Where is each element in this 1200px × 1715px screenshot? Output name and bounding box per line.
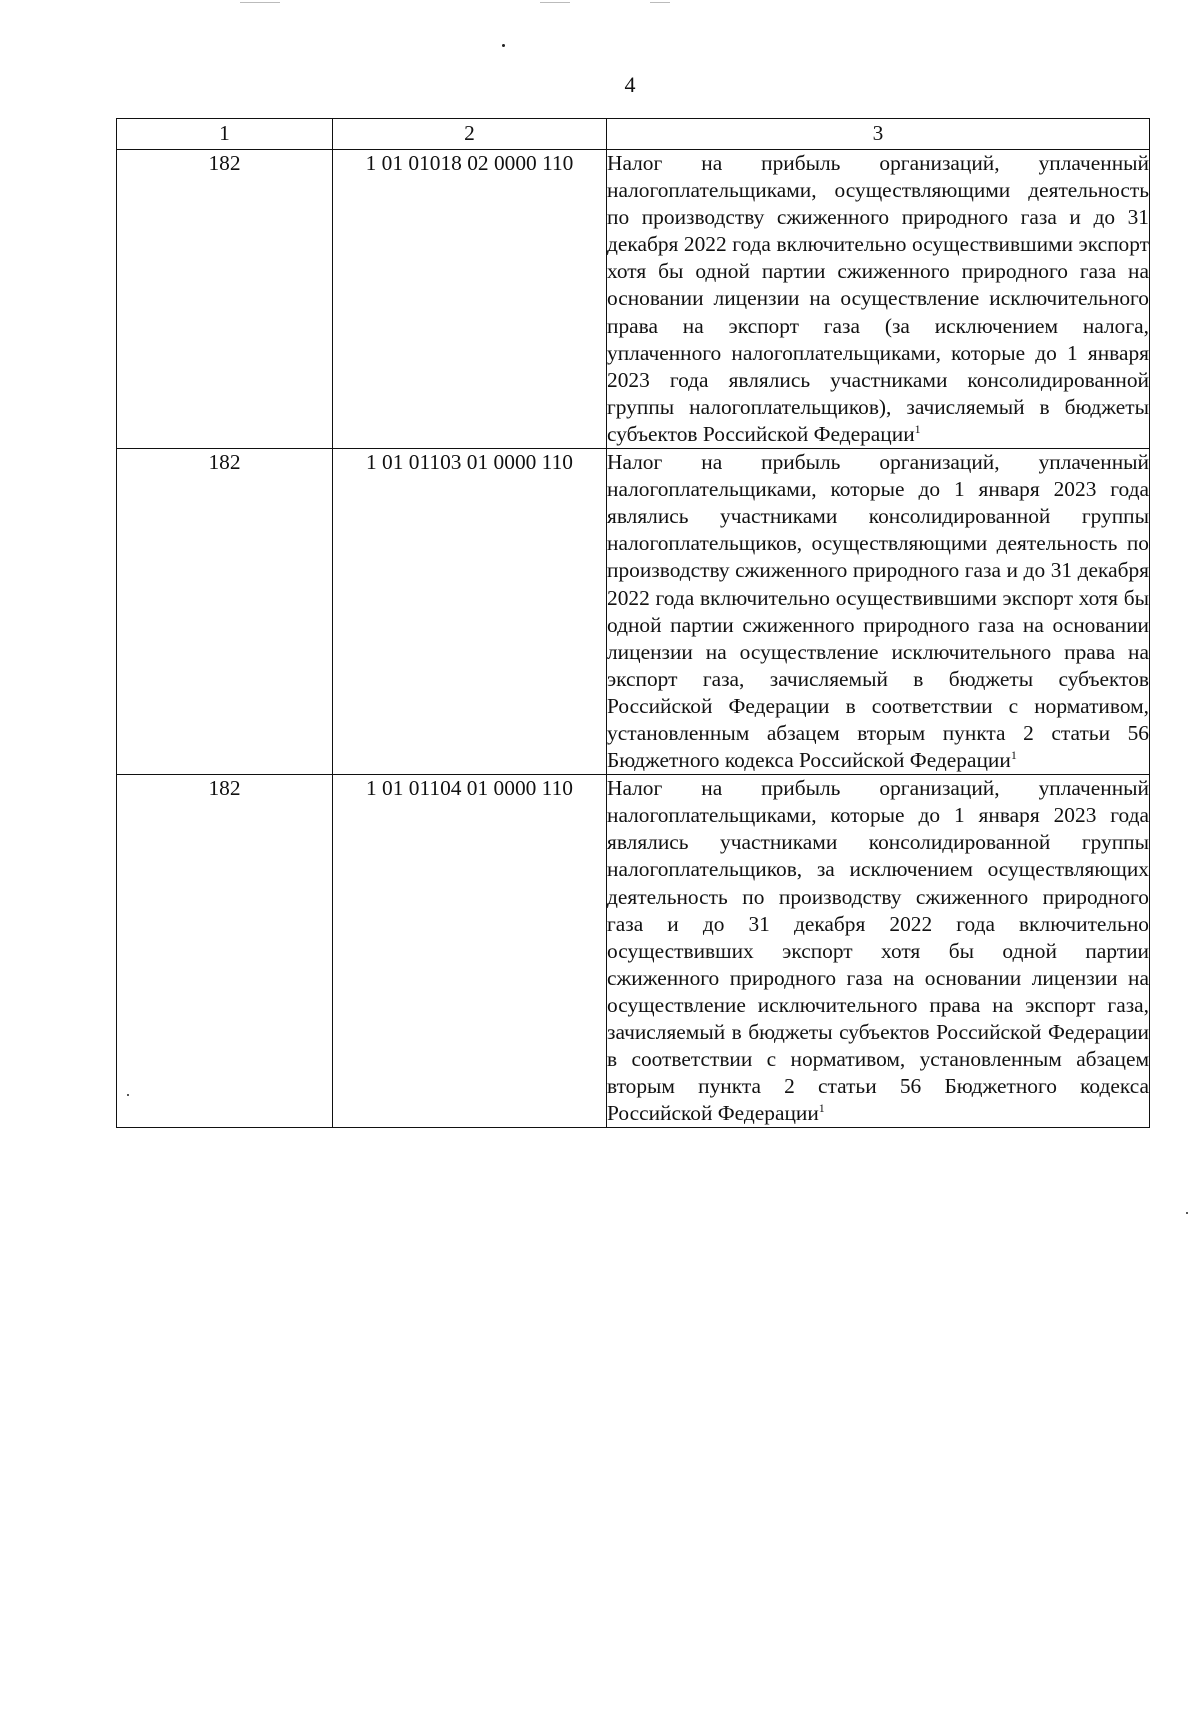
table-row xyxy=(117,449,1150,775)
page-number: 4 xyxy=(624,72,636,97)
budget-code-cell: 1 01 01018 02 0000 110 xyxy=(333,150,607,449)
income-name-cell xyxy=(607,150,1150,449)
administrator-code-cell: 182 xyxy=(117,449,333,775)
budget-classification-table xyxy=(116,118,1150,1128)
scan-artifact-line xyxy=(240,2,280,3)
scan-artifact-line xyxy=(650,2,670,3)
column-header-1: 1 xyxy=(117,119,333,150)
footnote-marker: 1 xyxy=(914,421,921,436)
scan-artifact-dot xyxy=(502,44,505,47)
income-name-text: Налог на прибыль организаций, уплаченный налогоплательщиками, которые до 1 января 2023 года являлись участниками консолидированной группы налогоплательщиков, за исключением осуществляющих деятельность по производству сжиженного природного газа и до 31 декабря 2022 года включительно осуществивших экспорт хотя бы одной партии сжиженного природного газа на основании лицензии на осуществление исключительного права на экспорт газа, зачисляемый в бюджеты субъектов Российской Федерации в соответствии с нормативом, установленным абзацем вторым пункта 2 статьи 56 Бюджетного кодекса Российской Федерации xyxy=(607,776,1149,1126)
scan-artifact-dot xyxy=(1186,1212,1188,1214)
footnote-marker: 1 xyxy=(818,1101,825,1116)
table-header-row xyxy=(117,119,1150,150)
budget-code-cell: 1 01 01103 01 0000 110 xyxy=(333,449,607,775)
column-header-2: 2 xyxy=(333,119,607,150)
administrator-code-cell: 182 xyxy=(117,775,333,1128)
income-name-cell xyxy=(607,449,1150,775)
footnote-marker: 1 xyxy=(1010,747,1017,762)
administrator-code-cell: 182 xyxy=(117,150,333,449)
income-name-text: Налог на прибыль организаций, уплаченный налогоплательщиками, осуществляющими деятельность по производству сжиженного природного газа и до 31 декабря 2022 года включительно осуществившими экспорт хотя бы одной партии сжиженного природного газа на основании лицензии на осуществление исключительного права на экспорт газа (за исключением налога, уплаченного налогоплательщиками, которые до 1 января 2023 года являлись участниками консолидированной группы налогоплательщиков), зачисляемый в бюджеты субъектов Российской Федерации xyxy=(607,151,1149,446)
income-name-text: Налог на прибыль организаций, уплаченный налогоплательщиками, которые до 1 января 2023 года являлись участниками консолидированной группы налогоплательщиков, осуществляющими деятельность по производству сжиженного природного газа и до 31 декабря 2022 года включительно осуществившими экспорт хотя бы одной партии сжиженного природного газа на основании лицензии на осуществление исключительного права на экспорт газа, зачисляемый в бюджеты субъектов Российской Федерации в соответствии с нормативом, установленным абзацем вторым пункта 2 статьи 56 Бюджетного кодекса Российской Федерации xyxy=(607,450,1149,773)
scan-artifact-line xyxy=(540,2,570,3)
budget-code-cell: 1 01 01104 01 0000 110 xyxy=(333,775,607,1128)
table-row xyxy=(117,775,1150,1128)
income-name-cell xyxy=(607,775,1150,1128)
table-row xyxy=(117,150,1150,449)
column-header-3: 3 xyxy=(607,119,1150,150)
